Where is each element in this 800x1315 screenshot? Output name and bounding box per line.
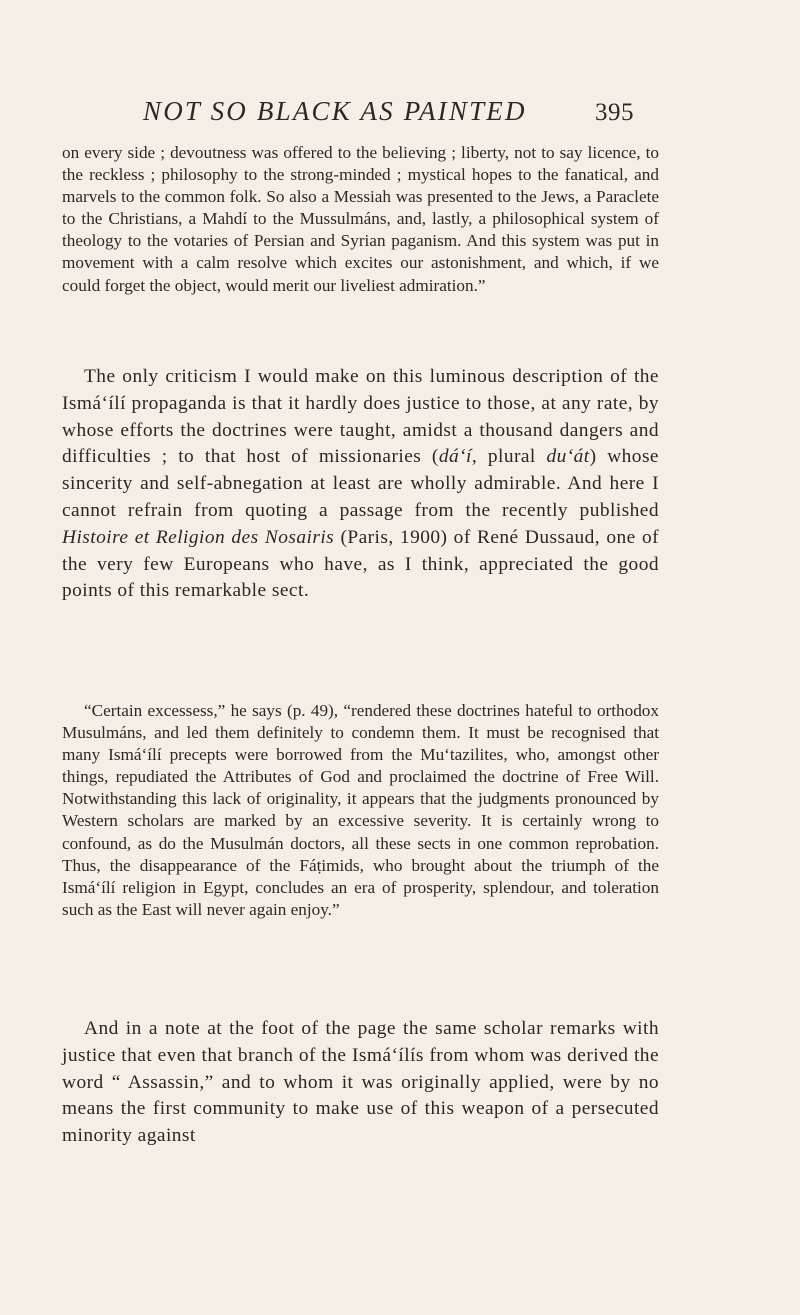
body-paragraph-1 (62, 142, 659, 297)
body-paragraph-3 (62, 700, 659, 921)
dussaud-quote: “Certain excessess,” he says (p. 49), “rendered these doctrines hateful to orthodox Musulmáns, and led them definitely to condemn them. It must be recognised that many Ismá‘ílí precepts were borrowed from the Mu‘tazilites, who, amongst other things, repudiated the Attributes of God and proclaimed the doctrine of Free Will. Notwithstanding this lack of originality, it appears that the judgments pronounced by Western scholars are marked by an excessive severity. It is certainly wrong to confound, as do the Musulmán doctors, all these sects in one common reprobation. Thus, the disappearance of the Fáṭimids, who brought about the triumph of the Ismá‘ílí religion in Egypt, concludes an era of prosperity, splendour, and toleration such as the East will never again enjoy.” (62, 701, 659, 919)
body-paragraph-4 (62, 1016, 659, 1150)
running-title: NOT SO BLACK AS PAINTED (143, 96, 527, 126)
italic-term: du‘át (546, 446, 590, 468)
paragraph-text: , plural (471, 446, 547, 468)
quote-continuation: on every side ; devoutness was offered to the believing ; liberty, not to say licence, to the reckless ; philosophy to the strong-minded ; mystical hopes to the fanatical, and marvels to the common folk. So also a Messiah was presented to the Jews, a Paraclete to the Christians, a Mahdí to the Mussulmáns, and, lastly, a philosophical system of theology to the votaries of Persian and Syrian paganism. And this system was put in movement with a calm resolve which excites our astonishment, and which, if we could forget the object, would merit our liveliest admiration.” (62, 143, 659, 295)
assassin-note-paragraph: And in a note at the foot of the page the same scholar remarks with justice that even that branch of the Ismá‘ílís from whom was derived the word “ Assassin,” and to whom it was originally applied, were by no means the first community to make use of this weapon of a persecuted minority against (62, 1018, 659, 1147)
paragraph-text: ) whose sincerity and self-abnegation at least are wholly admirable. And here I cannot refrain from quoting a passage from the recently published (62, 446, 659, 521)
criticism-paragraph (62, 364, 659, 605)
paragraph-text: The only criticism I would make on this luminous description of the Ismá‘ílí propaganda is that it hardly does justice to those, at any rate, by whose efforts the doctrines were taught, amidst a thousand dangers and difficulties ; to that host of missionaries ( (62, 366, 659, 468)
paragraph-text: (Paris, 1900) of René Dussaud, one of the very few Europeans who have, as I think, appreciated the good points of this remarkable sect. (62, 526, 660, 602)
book-title: Histoire et Religion des Nosairis (62, 526, 335, 548)
running-head (0, 96, 800, 136)
body-paragraph-2 (62, 364, 659, 605)
italic-term: dá‘í (438, 446, 472, 468)
page-number: 395 (595, 99, 634, 126)
